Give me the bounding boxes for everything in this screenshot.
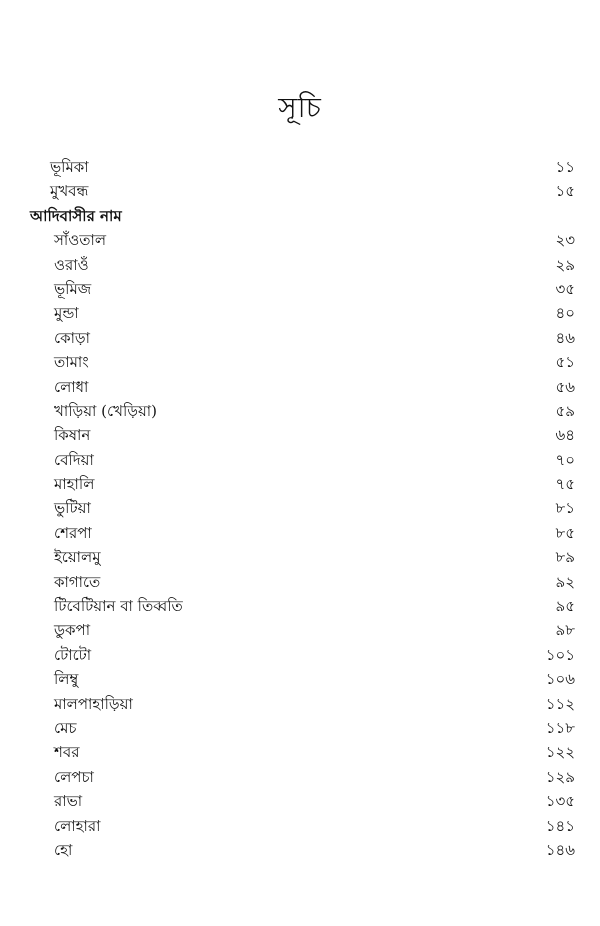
toc-entry-label: টোটো [54,645,92,664]
toc-entry-row [0,838,600,862]
toc-entry-page: ১১ [555,158,575,176]
toc-entry-row [0,570,600,594]
toc-row-preface [0,155,600,179]
toc-entry-label: বেদিয়া [54,450,94,469]
toc-entry-page: ১২২ [545,743,575,762]
toc-entry-row [0,399,600,423]
toc-entry-page: ৭০ [555,450,575,469]
toc-entry-label: টিবেটিয়ান বা তিব্বতি [54,597,183,616]
toc-entry-row [0,448,600,472]
toc-entry-row [0,496,600,520]
toc-entry-label: লেপচা [54,767,94,786]
table-of-contents [0,155,600,862]
toc-entry-page: ১২৯ [545,767,575,786]
toc-entry-page: ৪৬ [555,328,575,347]
toc-entry-page: ১৩৫ [545,792,575,811]
toc-entry-label: কিষান [54,426,91,445]
toc-entry-row [0,692,600,716]
toc-entry-page: ৪০ [555,304,575,323]
toc-entry-label: শবর [54,743,80,762]
toc-entries-list [0,228,600,862]
toc-entry-page: ২৩ [555,231,575,250]
toc-entry-label: কোড়া [54,328,90,347]
toc-entry-page: ১৫ [555,182,575,201]
toc-entry-label: খাড়িয়া (খেড়িয়া) [54,401,157,420]
toc-entry-row [0,618,600,642]
toc-entry-row [0,253,600,277]
toc-entry-label: ভূমিকা [50,158,89,176]
toc-entry-row [0,521,600,545]
toc-entry-row [0,643,600,667]
toc-entry-label: ভুটিয়া [54,499,91,518]
toc-entry-row [0,277,600,301]
toc-entry-row [0,423,600,447]
toc-entry-label: লোধা [54,377,89,396]
toc-entry-label: ডুকপা [54,621,91,640]
toc-entry-page: ৫১ [555,353,575,372]
toc-entry-row [0,228,600,252]
toc-entry-page: ৮১ [555,499,575,518]
toc-entry-row [0,326,600,350]
toc-entry-page: ২৯ [555,255,575,274]
toc-entry-page: ৭৫ [555,475,575,494]
toc-entry-page: ১৪৬ [545,840,575,859]
toc-entry-row [0,545,600,569]
toc-entry-page: ৯৮ [555,621,575,640]
toc-entry-row [0,814,600,838]
toc-entry-row [0,375,600,399]
toc-entry-page: ১০১ [545,645,575,664]
toc-entry-label: লোহারা [54,816,101,835]
toc-entry-page: ৬৪ [555,426,575,445]
toc-entry-row [0,350,600,374]
toc-entry-label: ইয়োলমু [54,548,101,567]
toc-entry-page: ১৪১ [545,816,575,835]
toc-entry-label: তামাং [54,353,89,372]
toc-entry-page: ৯৫ [555,597,575,616]
toc-entry-row [0,789,600,813]
toc-entry-label: ওরাওঁ [54,255,89,274]
toc-entry-label: হো [54,840,73,859]
toc-entry-page: ১১৮ [545,718,575,737]
toc-entry-label: লিম্বু [54,670,79,689]
toc-entry-page: ১১২ [545,694,575,713]
page-title: সূচি [278,91,322,124]
toc-row-foreword [0,179,600,203]
toc-entry-row [0,667,600,691]
toc-entry-label: রাভা [54,792,83,811]
toc-entry-row [0,472,600,496]
toc-entry-row [0,594,600,618]
toc-entry-label: ভূমিজ [54,279,92,298]
toc-entry-row [0,716,600,740]
toc-entry-page: ৮৫ [555,523,575,542]
toc-entry-label: মেচ [54,718,77,737]
toc-entry-page: ১০৬ [545,670,575,689]
toc-entry-label: মুখবন্ধ [50,182,89,201]
toc-entry-page: ৮৯ [555,548,575,567]
toc-section-heading [0,204,600,228]
toc-entry-page: ৩৫ [555,279,575,298]
toc-entry-label: সাঁওতাল [54,231,107,250]
toc-entry-row [0,740,600,764]
section-heading-label: আদিবাসীর নাম [30,206,122,225]
toc-entry-page: ৯২ [555,572,575,591]
toc-entry-label: কাগাতে [54,572,101,591]
toc-entry-label: মাহালি [54,475,95,494]
toc-entry-label: মুন্ডা [54,304,79,323]
toc-entry-row [0,301,600,325]
toc-entry-label: শেরপা [54,523,92,542]
toc-entry-row [0,765,600,789]
toc-entry-label: মালপাহাড়িয়া [54,694,133,713]
toc-entry-page: ৫৬ [555,377,575,396]
toc-entry-page: ৫৯ [555,401,575,420]
